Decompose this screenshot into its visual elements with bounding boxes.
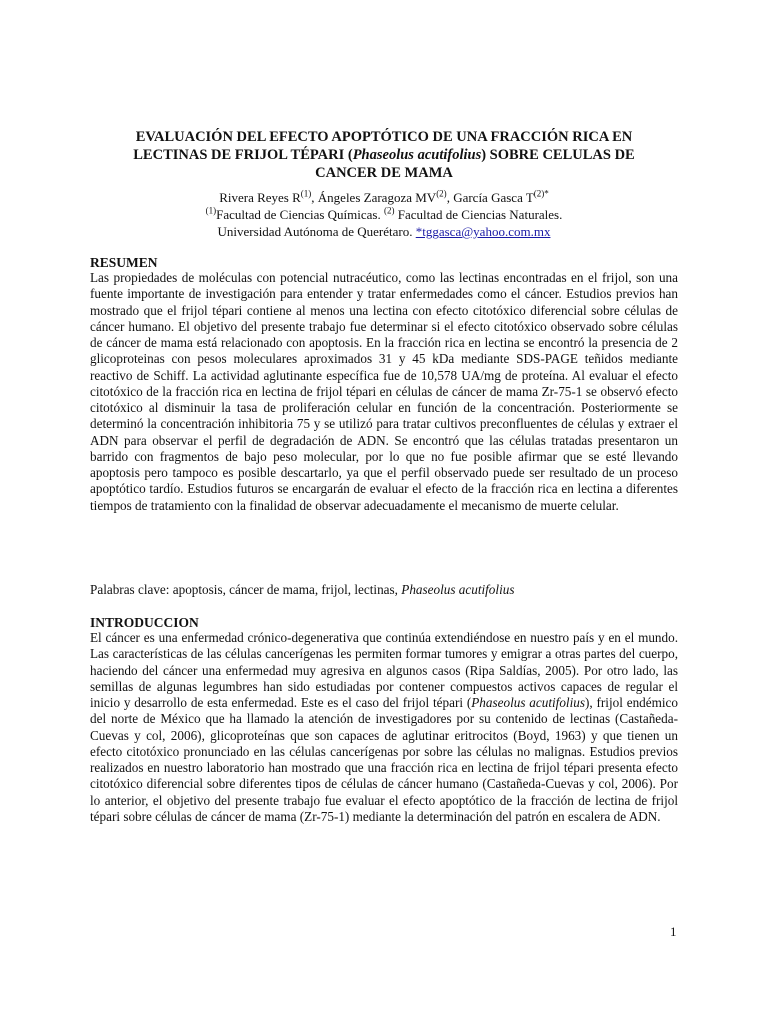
intro-species: Phaseolus acutifolius <box>471 695 585 710</box>
author-name: , García Gasca T <box>446 190 534 205</box>
affiliation-mark: (2) <box>384 205 395 216</box>
intro-text-1: El cáncer es una enfermedad crónico-degenerativa que continúa extendiéndose en nuestro país y en el mundo. Las características de las células cancerígenas les permiten formar tumores y emigrar a otras partes del cuerpo, haciendo del cáncer una enfermedad muy agresiva en algunos casos (Ripa Saldías, 2005). Por otro lado, las semillas de algunas legumbres han sido estudiadas por contener compuestos activos capaces de regular el inicio y desarrollo de esta enfermedad. Este es el caso del frijol tépari ( <box>90 630 678 710</box>
author-block <box>90 189 678 240</box>
introduccion-paragraph <box>90 630 678 825</box>
title-part-1: EVALUACIÓN DEL EFECTO APOPTÓTICO DE UNA FRACCIÓN RICA EN LECTINAS DE FRIJOL TÉPARI ( <box>133 129 633 163</box>
keywords-species: Phaseolus acutifolius <box>401 582 515 597</box>
resumen-heading: RESUMEN <box>90 255 158 270</box>
author-affiliation-mark: (1) <box>300 188 312 199</box>
author-name: , Ángeles Zaragoza MV <box>311 190 437 205</box>
intro-text-2: ), frijol endémico del norte de México que ha llamado la atención de investigadores por su contenido de lectinas (Castañeda-Cuevas y col, 2006), glicoproteínas que son capaces de aglutinar eritrocitos (Boyd, 1963) y que tienen un efecto citotóxico pronunciado en las células cancerígenas por sobre las células no malignas. Estudios previos realizados en nuestro laboratorio han mostrado que una fracción rica en lectina de frijol tépari presenta efecto citotóxico diferencial sobre diferentes tipos de células de cáncer humano (Castañeda-Cuevas y col, 2006). Por lo anterior, el objetivo del presente trabajo fue evaluar el efecto apoptótico de la fracción de lectina de frijol tépari sobre células de cáncer de mama (Zr-75-1) mediante la determinación del patrón en escalera de ADN. <box>90 695 678 824</box>
university-name: Universidad Autónoma de Querétaro. <box>217 224 416 239</box>
email-link[interactable]: *tggasca@yahoo.com.mx <box>415 224 551 239</box>
university-line <box>90 223 678 240</box>
affiliation-line <box>90 206 678 223</box>
affiliation-name: Facultad de Ciencias Químicas. <box>216 207 384 222</box>
resumen-paragraph: Las propiedades de moléculas con potencial nutracéutico, como las lectinas encontradas en el frijol, son una fuente importante de investigación para entender y tratar enfermedades como el cáncer. Estudios previos han mostrado que el frijol tépari contiene al menos una lectina con efecto citotóxico diferencial sobre células de cáncer humano. El objetivo del presente trabajo fue determinar si el efecto citotóxico observado sobre células de cáncer de mama está relacionado con apoptosis. En la fracción rica en lectina se encontró la presencia de 2 glicoproteinas con pesos moleculares aproximados 31 y 45 kDa mediante SDS-PAGE teñidos mediante reactivo de Schiff. La actividad aglutinante específica fue de 10,578 UA/mg de proteína. Al evaluar el efecto citotóxico de la fracción rica en lectina de frijol tépari en células de cáncer de mama Zr-75-1 se observó efecto citotóxico al disminuir la tasa de proliferación celular en función de la concentración. Posteriormente se determinó la concentración inhibitoria 75 y se utilizó para tratar cultivos preconfluentes de células y extraer el ADN para observar el perfil de degradación de ADN. Se encontró que las células tratadas presentaron un barrido con fragmentos de bajo peso molecular, por lo que no fue posible afirmar que se esté llevando apoptosis pero tampoco es posible descartarlo, ya que el perfil observado puede ser resultado de un proceso apoptótico tardío. Estudios futuros se encargarán de evaluar el efecto de la fracción rica en lectina a diferentes tiempos de tratamiento con la finalidad de observar adecuadamente el mecanismo de muerte celular. <box>90 270 678 513</box>
title-part-2: ) SOBRE CELULAS DE CANCER DE MAMA <box>315 147 635 181</box>
title-species: Phaseolus acutifolius <box>352 147 482 163</box>
author-line <box>90 189 678 206</box>
author-affiliation-mark: (2)* <box>533 188 549 199</box>
author-affiliation-mark: (2) <box>436 188 447 199</box>
affiliation-mark: (1) <box>205 205 217 216</box>
keywords-line <box>90 582 678 598</box>
paper-title <box>110 128 658 182</box>
page-number: 1 <box>670 924 677 939</box>
keywords-text: Palabras clave: apoptosis, cáncer de mama, frijol, lectinas, <box>90 582 402 597</box>
affiliation-name: Facultad de Ciencias Naturales. <box>394 207 563 222</box>
author-name: Rivera Reyes R <box>219 190 301 205</box>
introduccion-heading: INTRODUCCION <box>90 615 199 630</box>
